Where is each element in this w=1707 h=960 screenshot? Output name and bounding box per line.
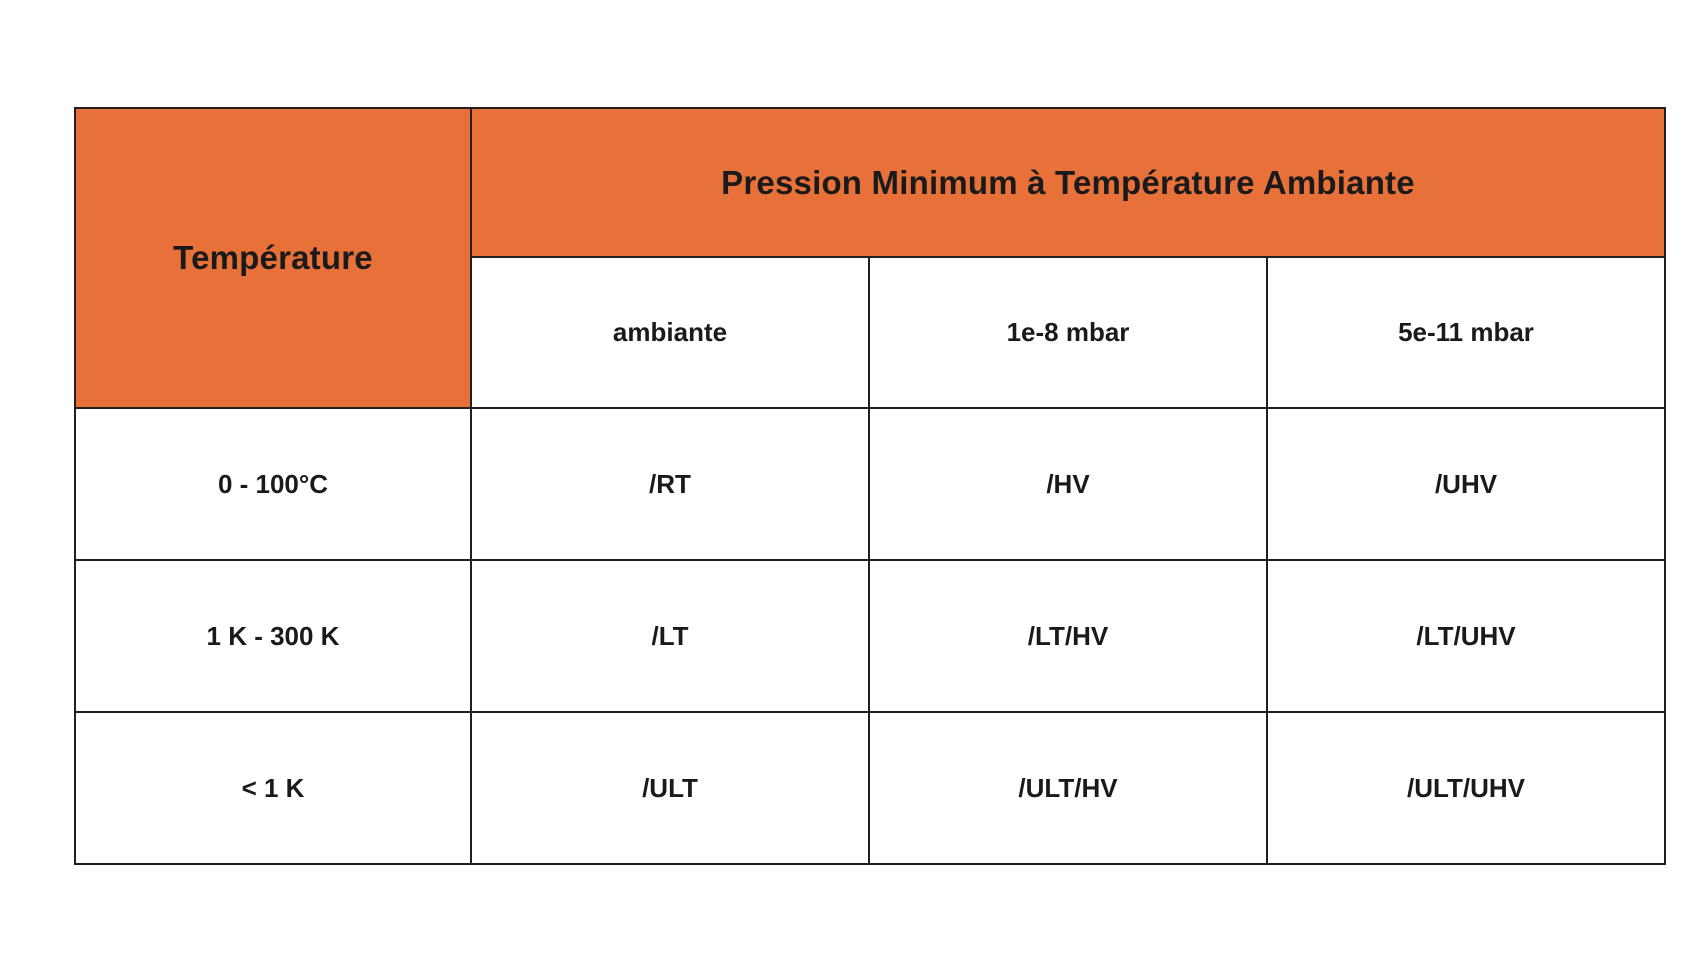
subheader-1e8-mbar: 1e-8 mbar xyxy=(869,257,1267,408)
row-temperature-1: 1 K - 300 K xyxy=(75,560,471,712)
cell-2-2: /ULT/UHV xyxy=(1267,712,1665,864)
row-temperature-2: < 1 K xyxy=(75,712,471,864)
cell-0-2: /UHV xyxy=(1267,408,1665,560)
table-header-row-top xyxy=(75,108,1665,257)
cell-2-1: /ULT/HV xyxy=(869,712,1267,864)
subheader-ambiante: ambiante xyxy=(471,257,869,408)
table-row xyxy=(75,560,1665,712)
cell-0-1: /HV xyxy=(869,408,1267,560)
cell-2-0: /ULT xyxy=(471,712,869,864)
spec-table-container xyxy=(74,107,1664,865)
header-pressure: Pression Minimum à Température Ambiante xyxy=(471,108,1665,257)
cell-1-1: /LT/HV xyxy=(869,560,1267,712)
cell-1-2: /LT/UHV xyxy=(1267,560,1665,712)
header-temperature: Température xyxy=(75,108,471,408)
cell-1-0: /LT xyxy=(471,560,869,712)
temperature-pressure-table xyxy=(74,107,1666,865)
table-row xyxy=(75,712,1665,864)
row-temperature-0: 0 - 100°C xyxy=(75,408,471,560)
subheader-5e11-mbar: 5e-11 mbar xyxy=(1267,257,1665,408)
cell-0-0: /RT xyxy=(471,408,869,560)
table-row xyxy=(75,408,1665,560)
